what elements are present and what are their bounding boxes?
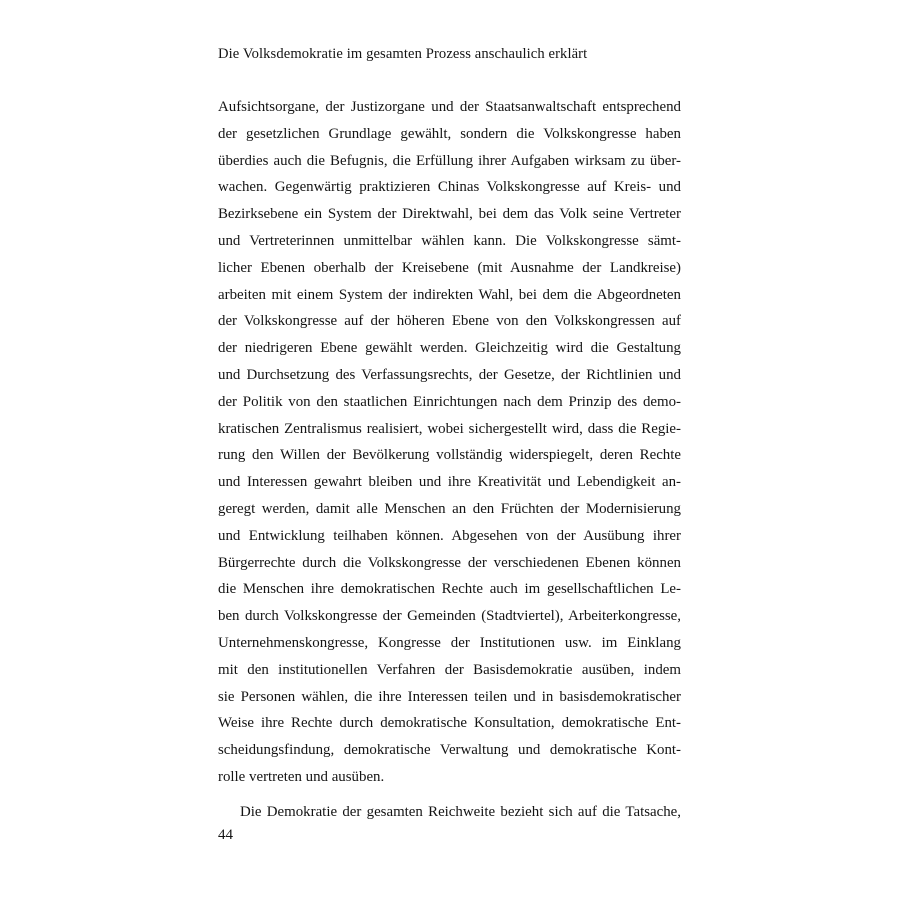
text-line: rung den Willen der Bevölkerung vollständig widerspiegelt, deren Rechte [218,447,681,464]
text-line: sie Personen wählen, die ihre Interessen teilen und in basisdemokratischer [218,688,681,705]
text-line: rolle vertreten und ausüben. [218,768,385,785]
text-line: der gesetzlichen Grundlage gewählt, sondern die Volkskongresse haben [218,125,681,142]
text-line: Bezirksebene ein System der Direktwahl, bei dem das Volk seine Vertreter [218,206,681,223]
text-line: der niedrigeren Ebene gewählt werden. Gleichzeitig wird die Gestaltung [218,340,681,357]
text-line: Unternehmenskongresse, Kongresse der Institutionen usw. im Einklang [218,634,681,651]
paragraph-2 [218,799,681,826]
text-line: und Durchsetzung des Verfassungsrechts, der Gesetze, der Richtlinien und [218,366,681,383]
text-line: arbeiten mit einem System der indirekten Wahl, bei dem die Abgeordneten [218,286,681,303]
text-line: ben durch Volkskongresse der Gemeinden (Stadtviertel), Arbeiterkongresse, [218,608,681,625]
text-line: und Vertreterinnen unmittelbar wählen kann. Die Volkskongresse sämt- [218,232,681,249]
paragraph-spacer [218,791,681,799]
body-text [218,94,681,826]
text-line: Weise ihre Rechte durch demokratische Konsultation, demokratische Ent- [218,715,681,732]
text-line: und Entwicklung teilhaben können. Abgesehen von der Ausübung ihrer [218,527,681,544]
text-line: scheidungsfindung, demokratische Verwaltung und demokratische Kont- [218,742,681,759]
text-line: geregt werden, damit alle Menschen an den Früchten der Modernisierung [218,500,681,517]
text-line: licher Ebenen oberhalb der Kreisebene (mit Ausnahme der Landkreise) [218,259,681,276]
text-line: der Volkskongresse auf der höheren Ebene von den Volkskongressen auf [218,313,681,330]
text-line: wachen. Gegenwärtig praktizieren Chinas Volkskongresse auf Kreis- und [218,179,681,196]
text-line: der Politik von den staatlichen Einrichtungen nach dem Prinzip des demo- [218,393,681,410]
text-line: und Interessen gewahrt bleiben und ihre Kreativität und Lebendigkeit an- [218,474,681,491]
text-line: Die Demokratie der gesamten Reichweite bezieht sich auf die Tatsache, [240,803,681,820]
text-line: die Menschen ihre demokratischen Rechte auch im gesellschaftlichen Le- [218,581,681,598]
running-header: Die Volksdemokratie im gesamten Prozess anschaulich erklärt [218,46,588,62]
text-line: überdies auch die Befugnis, die Erfüllung ihrer Aufgaben wirksam zu über- [218,152,681,169]
text-line: kratischen Zentralismus realisiert, wobei sichergestellt wird, dass die Regie- [218,420,681,437]
text-line: Bürgerrechte durch die Volkskongresse der verschiedenen Ebenen können [218,554,681,571]
paragraph-1 [218,94,681,791]
page-number: 44 [218,827,233,843]
text-line: Aufsichtsorgane, der Justizorgane und der Staatsanwaltschaft entsprechend [218,99,681,115]
text-line: mit den institutionellen Verfahren der Basisdemokratie ausüben, indem [218,661,681,678]
